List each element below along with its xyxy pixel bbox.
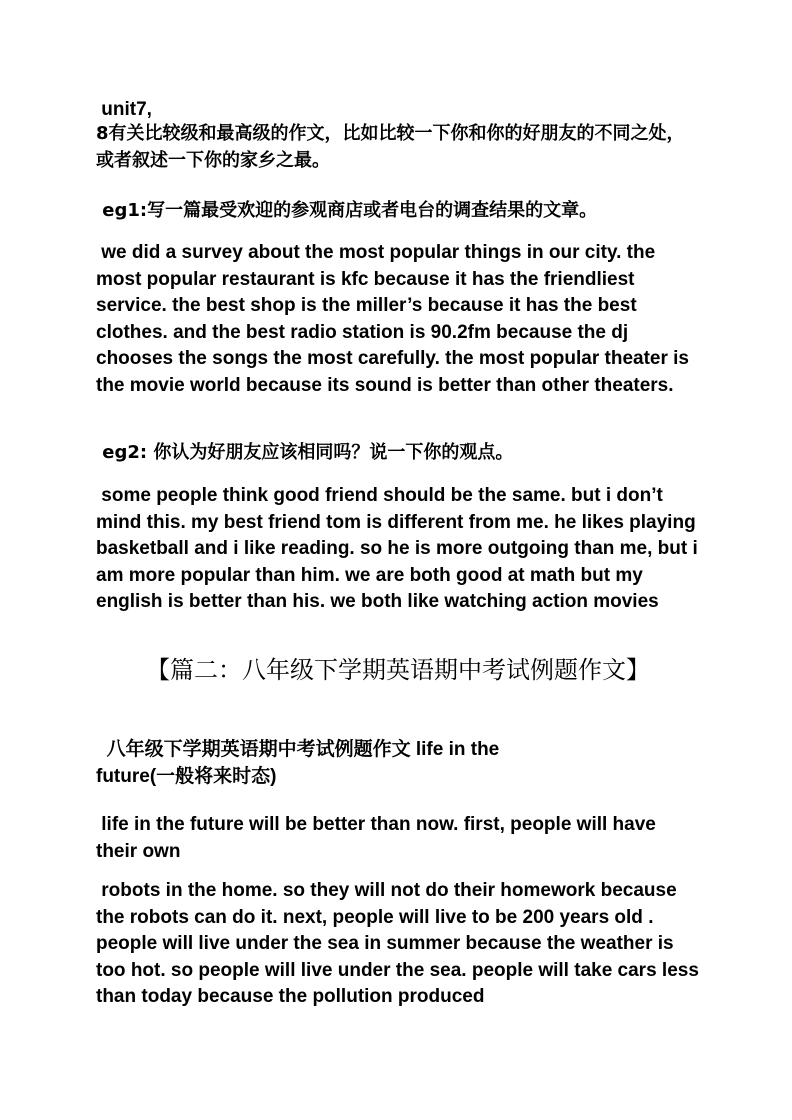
section-heading: 【篇二：八年级下学期英语期中考试例题作文】	[146, 656, 650, 684]
essay-paragraph-2: robots in the home. so they will not do their homework because the robots can do it. next, people will live to be 200 years old . people will live under the sea in summer because the weather is too hot. so people will live under the sea. people will take cars less than today because the pollution produced	[96, 880, 705, 1007]
eg1-essay: we did a survey about the most popular things in our city. the most popular restaurant is kfc because it has the friendliest service. the best shop is the miller’s because it has the best clothes. and the best radio station is 90.2fm because the dj chooses the songs the most carefully. the most popular theater is the movie world because its sound is better than other theaters.	[96, 242, 695, 396]
essay-title: 八年级下学期英语期中考试例题作文 life in the future(一般将来时态)	[96, 739, 505, 787]
intro-paragraph: 8有关比较级和最高级的作文，比如比较一下你和你的好朋友的不同之处，或者叙述一下你的家乡之最。	[96, 123, 685, 171]
eg1-prompt: eg1:写一篇最受欢迎的参观商店或者电台的调查结果的文章。	[96, 200, 598, 221]
eg2-prompt: eg2: 你认为好朋友应该相同吗？说一下你的观点。	[96, 442, 514, 463]
unit-line: unit7,	[96, 99, 152, 120]
eg2-essay: some people think good friend should be the same. but i don’t mind this. my best friend tom is different from me. he likes playing basketball and i like reading. so he is more outgoing than me, but i am more popular than him. we are both good at math but my english is better than his. we both like watching action movies	[96, 485, 704, 612]
essay-paragraph-1: life in the future will be better than now. first, people will have their own	[96, 814, 662, 862]
